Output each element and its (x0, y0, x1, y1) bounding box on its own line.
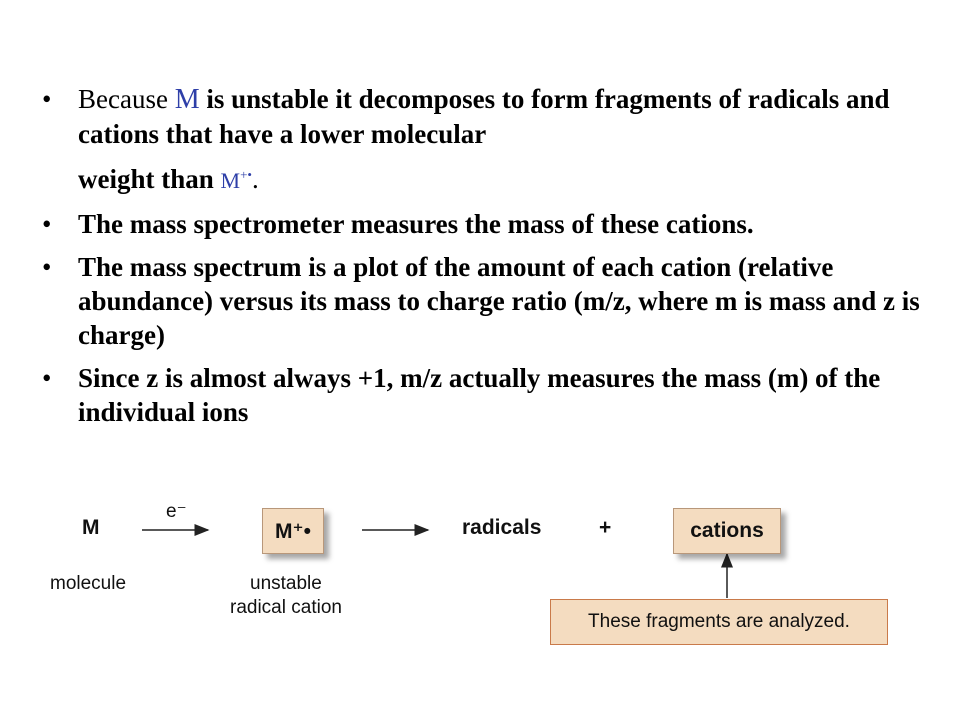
electron-label: e⁻ (166, 501, 187, 522)
bullet-text: The mass spectrum is a plot of the amount of each cation (relative abundance) versus its mass to charge ratio (m/z, where m is mass and z is charge) (78, 252, 920, 350)
m-symbol: M (174, 84, 200, 115)
m-ion-letter: M (220, 168, 241, 193)
bullet-text: The mass spectrometer measures the mass of these cations. (78, 209, 754, 239)
m-ion-symbol (221, 168, 252, 193)
bullet-line-weight (78, 158, 920, 198)
period: . (251, 164, 259, 194)
cations-box: cations (673, 508, 781, 554)
molecule-symbol: M (82, 516, 100, 539)
bullet-prefix: Because (78, 84, 168, 114)
ion-caption-line2: radical cation (230, 597, 342, 618)
bullet-marker: • (42, 84, 52, 114)
ionization-diagram (0, 490, 960, 710)
bullet-marker: • (42, 252, 52, 282)
molecule-caption: molecule (50, 573, 127, 594)
radicals-label: radicals (462, 516, 542, 539)
bullet-item (40, 82, 920, 198)
plus-sign: + (599, 516, 612, 539)
bullet-text: is unstable it decomposes to form fragments of radicals and cations that have a lower molecular (78, 84, 890, 149)
analyzed-note: These fragments are analyzed. (550, 599, 888, 645)
bullet-item (40, 250, 920, 352)
bullet-item (40, 361, 920, 429)
m-ion-charge: +• (240, 167, 252, 182)
ion-caption-line1: unstable (250, 573, 322, 594)
weight-text: weight than (78, 164, 214, 194)
bullet-text: Since z is almost always +1, m/z actually measures the mass (m) of the individual ions (78, 363, 881, 427)
radical-cation-box: M⁺• (262, 508, 324, 554)
bullet-list (40, 82, 920, 438)
bullet-marker: • (42, 363, 52, 393)
bullet-marker: • (42, 209, 52, 239)
bullet-item (40, 207, 920, 241)
